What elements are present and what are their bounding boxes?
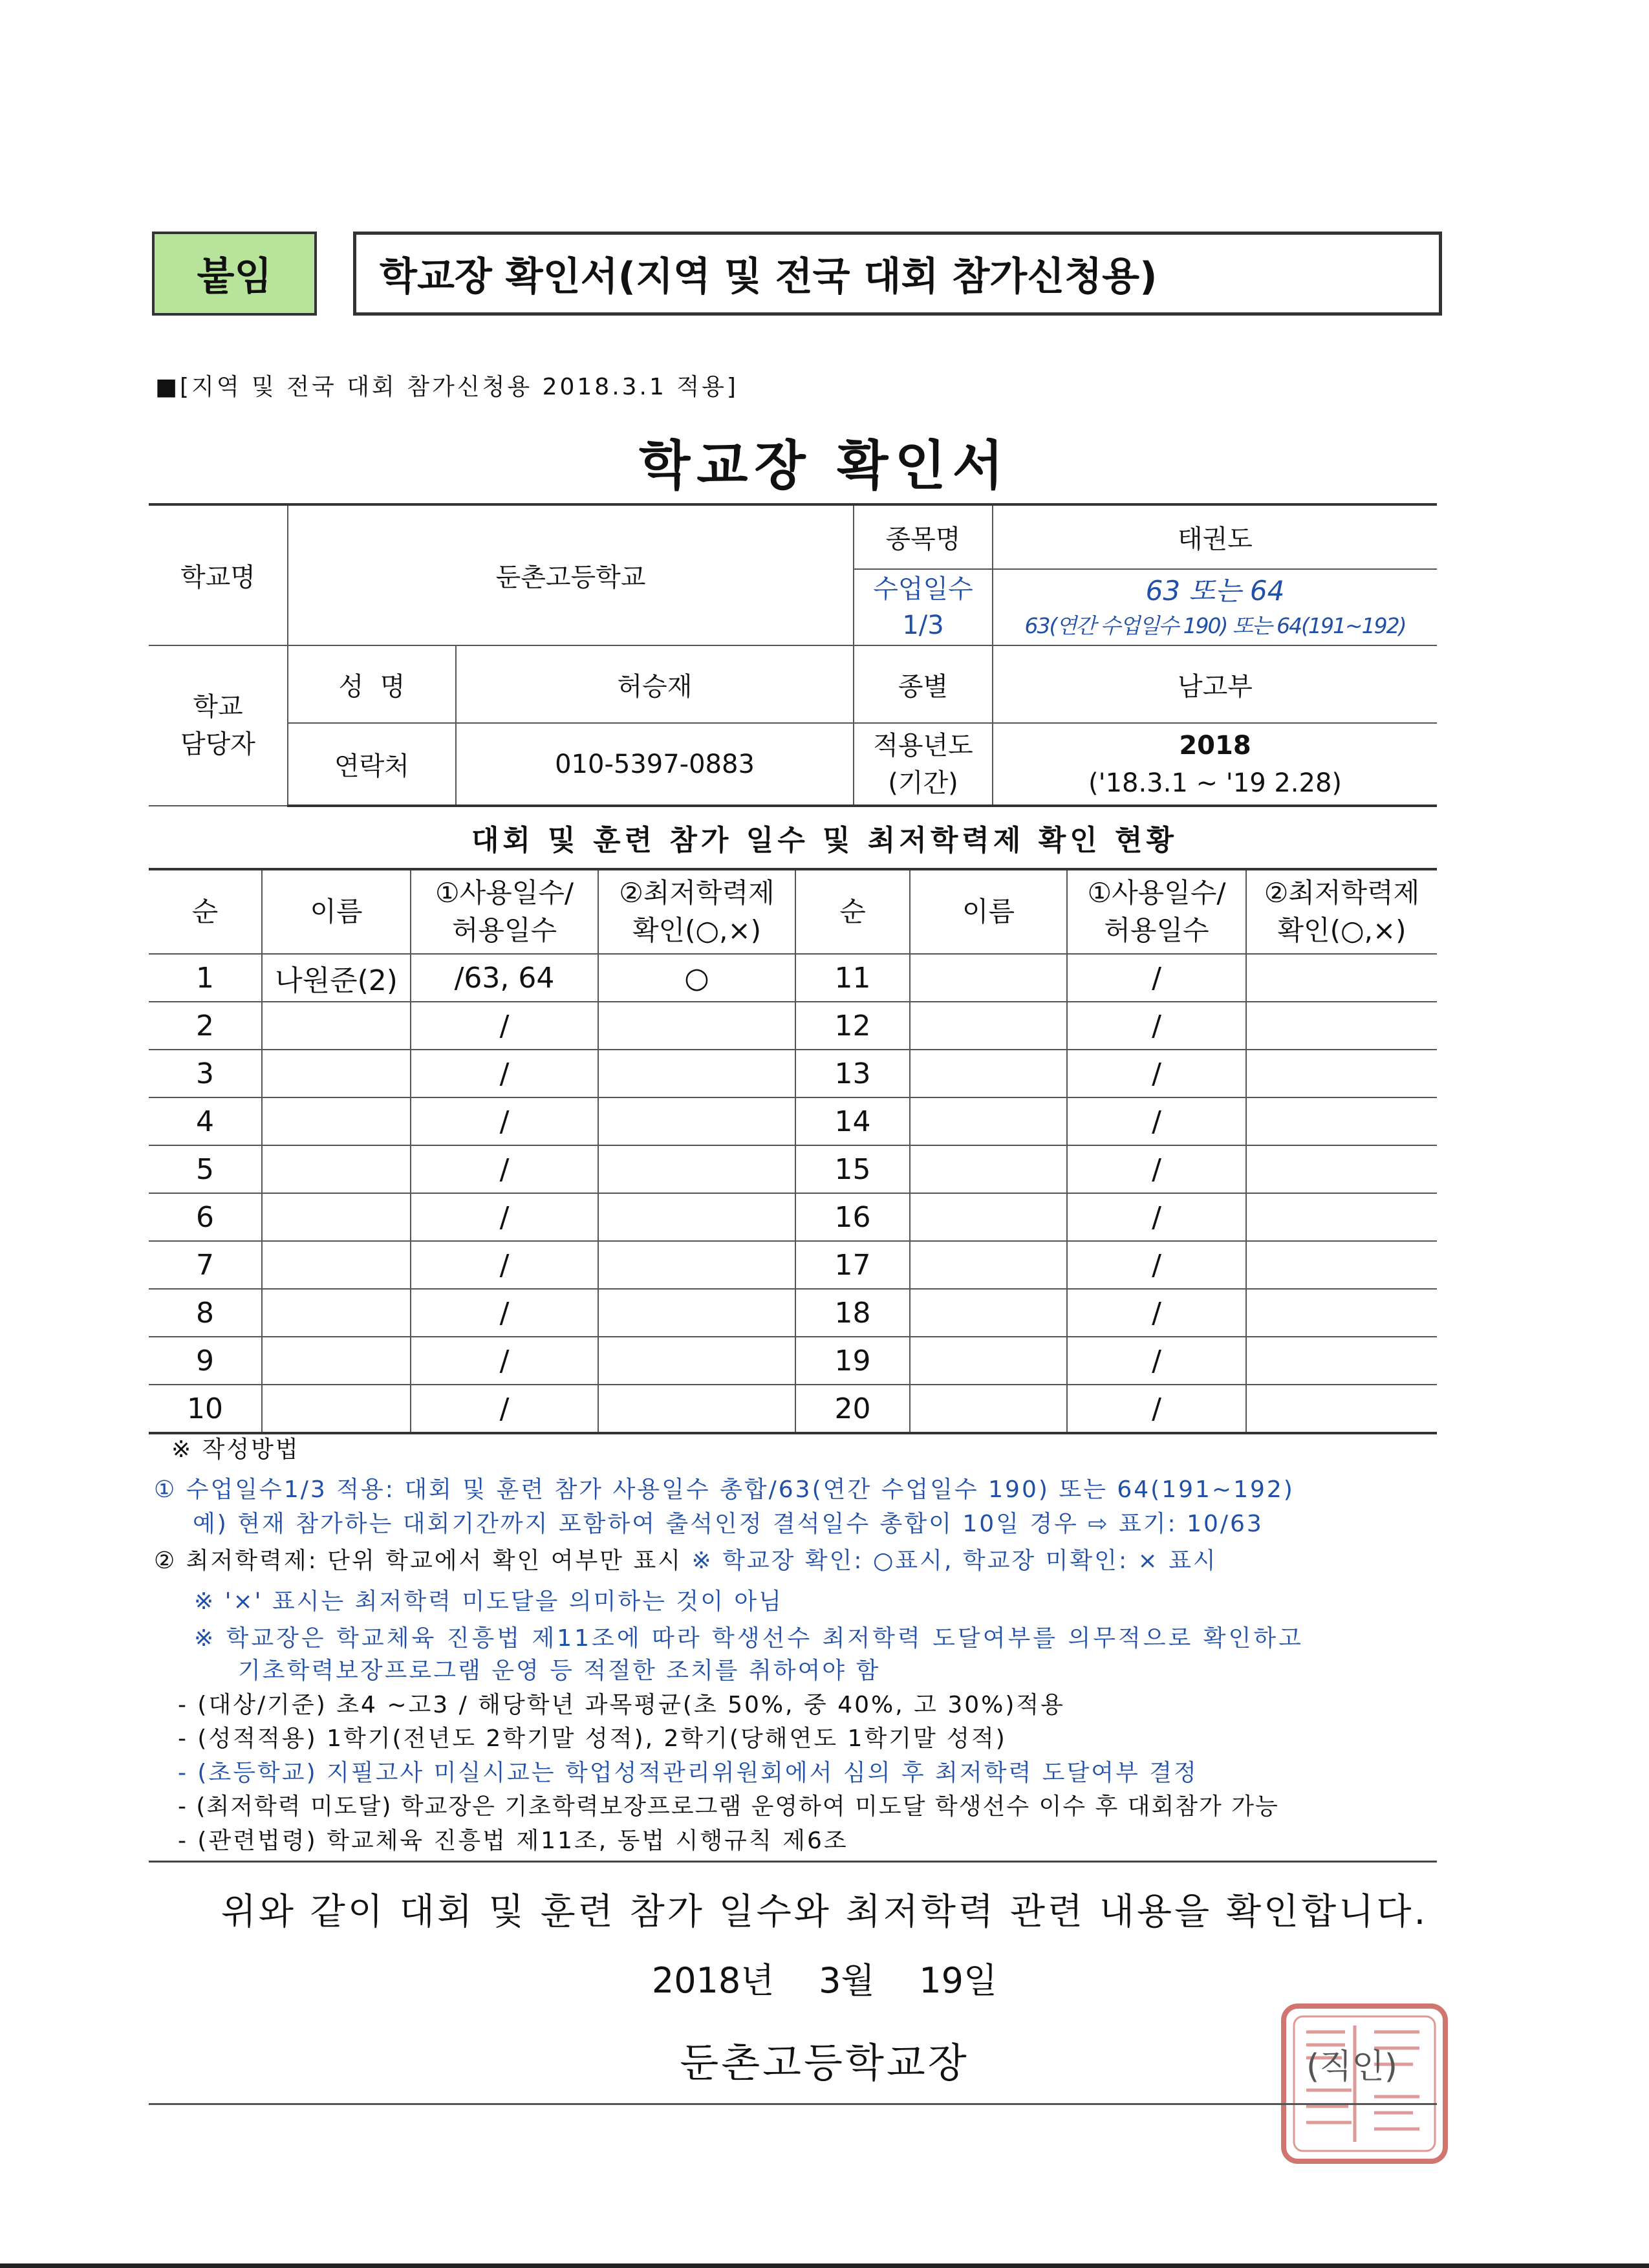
table-row — [149, 954, 1437, 1002]
row-days: / — [1067, 1002, 1246, 1050]
row-check — [1246, 1241, 1437, 1289]
table-row — [149, 1145, 1437, 1193]
row-no: 15 — [795, 1145, 910, 1193]
row-check — [598, 1337, 795, 1385]
row-name: 나원준(2) — [262, 954, 411, 1002]
note-principal-duty: ※ 학교장은 학교체육 진흥법 제11조에 따라 학생선수 최저학력 도달여부를 의무적으로 확인하고 — [194, 1625, 1304, 1652]
school-name-label: 학교명 — [149, 504, 288, 645]
row-no: 8 — [149, 1289, 262, 1337]
row-name — [262, 1097, 411, 1145]
table-row — [149, 1241, 1437, 1289]
contact-group-label: 학교 담당자 — [149, 645, 288, 806]
notes-divider — [149, 1861, 1437, 1863]
note-x-mark: ※ '×' 표시는 최저학력 미도달을 의미하는 것이 아님 — [194, 1588, 783, 1615]
row-check — [1246, 1385, 1437, 1433]
note-elementary: - (초등학교) 지필고사 미실시교는 학업성적관리위원회에서 심의 후 최저학력 도달여부 결정 — [178, 1760, 1198, 1786]
table-row — [149, 1193, 1437, 1241]
subheader-note: ■[지역 및 전국 대회 참가신청용 2018.3.1 적용] — [155, 374, 738, 400]
row-name — [262, 1289, 411, 1337]
row-name — [262, 1002, 411, 1050]
row-name — [262, 1241, 411, 1289]
row-check — [598, 1289, 795, 1337]
col-header-name: 이름 — [910, 869, 1067, 954]
row-name — [910, 954, 1067, 1002]
row-check — [598, 1145, 795, 1193]
row-name — [910, 1145, 1067, 1193]
row-no: 12 — [795, 1002, 910, 1050]
row-name — [910, 1050, 1067, 1097]
col-header-no: 순 — [795, 869, 910, 954]
notes-title: ※ 작성방법 — [171, 1436, 300, 1463]
row-check: ○ — [598, 954, 795, 1002]
col-header-days: ①사용일수/ 허용일수 — [1067, 869, 1246, 954]
contact-phone-value: 010-5397-0883 — [456, 723, 854, 806]
participation-status-table — [149, 868, 1437, 1434]
contact-name-label: 성 명 — [288, 645, 456, 723]
row-days: / — [411, 1385, 598, 1433]
row-no: 4 — [149, 1097, 262, 1145]
note-not-reached: - (최저학력 미도달) 학교장은 기초학력보장프로그램 운영하여 미도달 학생선수 이수 후 대회참가 가능 — [178, 1793, 1279, 1820]
table-row — [149, 1385, 1437, 1433]
info-table — [149, 503, 1437, 807]
row-no: 3 — [149, 1050, 262, 1097]
header-title-box: 학교장 확인서(지역 및 전국 대회 참가신청용) — [353, 232, 1442, 316]
footer-divider — [149, 2103, 1437, 2105]
row-days: / — [1067, 1241, 1246, 1289]
note-grades: - (성적적용) 1학기(전년도 2학기말 성적), 2학기(당해연도 1학기말 성적) — [178, 1725, 1007, 1752]
row-check — [598, 1241, 795, 1289]
row-check — [598, 1193, 795, 1241]
row-no: 19 — [795, 1337, 910, 1385]
row-name — [910, 1385, 1067, 1433]
note-target: - (대상/기준) 초4 ~고3 / 해당학년 과목평균(초 50%, 중 40%, 고 30%)적용 — [178, 1692, 1065, 1718]
table-row — [149, 1002, 1437, 1050]
contact-name-value: 허승재 — [456, 645, 854, 723]
class-days-value: 63 또는 64 63(연간 수업일수 190) 또는 64(191~192) — [993, 569, 1437, 645]
table-row — [149, 1097, 1437, 1145]
row-days: / — [411, 1337, 598, 1385]
apply-year-value: 2018 ('18.3.1 ~ '19 2.28) — [993, 723, 1437, 806]
row-check — [598, 1385, 795, 1433]
row-days: / — [1067, 1289, 1246, 1337]
row-check — [1246, 1145, 1437, 1193]
row-check — [1246, 1050, 1437, 1097]
row-days: / — [1067, 1385, 1246, 1433]
row-no: 1 — [149, 954, 262, 1002]
note-days-rule: ① 수업일수1/3 적용: 대회 및 훈련 참가 사용일수 총합/63(연간 수업일수 190) 또는 64(191~192) — [154, 1476, 1295, 1503]
col-header-days: ①사용일수/ 허용일수 — [411, 869, 598, 954]
row-check — [1246, 1002, 1437, 1050]
row-name — [262, 1193, 411, 1241]
row-name — [262, 1145, 411, 1193]
row-name — [910, 1289, 1067, 1337]
row-days: / — [411, 1145, 598, 1193]
note-law: - (관련법령) 학교체육 진흥법 제11조, 동법 시행규칙 제6조 — [178, 1828, 848, 1854]
attachment-label: 붙임 — [152, 232, 317, 316]
row-days: / — [411, 1002, 598, 1050]
row-no: 17 — [795, 1241, 910, 1289]
confirmation-statement: 위와 같이 대회 및 훈련 참가 일수와 최저학력 관련 내용을 확인합니다. — [221, 1891, 1428, 1933]
row-name — [262, 1337, 411, 1385]
table-row — [149, 1289, 1437, 1337]
scan-bottom-edge — [0, 2263, 1649, 2268]
row-check — [598, 1097, 795, 1145]
row-no: 5 — [149, 1145, 262, 1193]
row-check — [598, 1002, 795, 1050]
row-days: / — [1067, 1193, 1246, 1241]
row-no: 18 — [795, 1289, 910, 1337]
document-date: 2018년 3월 19일 — [651, 1960, 998, 2001]
row-no: 16 — [795, 1193, 910, 1241]
row-days: / — [411, 1289, 598, 1337]
row-name — [910, 1337, 1067, 1385]
school-name-value: 둔촌고등학교 — [288, 504, 854, 645]
row-days: / — [1067, 1097, 1246, 1145]
row-days: /63, 64 — [411, 954, 598, 1002]
table-row — [149, 1337, 1437, 1385]
table-row — [149, 1050, 1437, 1097]
division-value: 남고부 — [993, 645, 1437, 723]
row-name — [262, 1385, 411, 1433]
row-no: 10 — [149, 1385, 262, 1433]
row-no: 9 — [149, 1337, 262, 1385]
row-days: / — [1067, 1145, 1246, 1193]
row-check — [1246, 1097, 1437, 1145]
row-no: 13 — [795, 1050, 910, 1097]
row-no: 2 — [149, 1002, 262, 1050]
col-header-no: 순 — [149, 869, 262, 954]
principal-signature-line: 둔촌고등학교장 — [680, 2039, 969, 2086]
row-check — [1246, 954, 1437, 1002]
note-principal-duty-cont: 기초학력보장프로그램 운영 등 적절한 조치를 취하여야 함 — [238, 1658, 881, 1684]
row-days: / — [411, 1097, 598, 1145]
row-no: 20 — [795, 1385, 910, 1433]
row-days: / — [1067, 1337, 1246, 1385]
row-days: / — [411, 1193, 598, 1241]
contact-phone-label: 연락처 — [288, 723, 456, 806]
row-no: 11 — [795, 954, 910, 1002]
note-days-example: 예) 현재 참가하는 대회기간까지 포함하여 출석인정 결석일수 총합이 10일 경우 ⇨ 표기: 10/63 — [193, 1511, 1264, 1537]
note-min-academic: ② 최저학력제: 단위 학교에서 확인 여부만 표시 ※ 학교장 확인: ○표시, 학교장 미확인: × 표시 — [154, 1548, 1218, 1574]
apply-year-label: 적용년도 (기간) — [854, 723, 993, 806]
row-name — [910, 1097, 1067, 1145]
row-no: 7 — [149, 1241, 262, 1289]
class-days-label: 수업일수 1/3 — [854, 569, 993, 645]
col-header-check: ②최저학력제 확인(○,×) — [1246, 869, 1437, 954]
row-name — [910, 1002, 1067, 1050]
seal-label: (직인) — [1306, 2047, 1398, 2086]
row-days: / — [411, 1050, 598, 1097]
col-header-check: ②최저학력제 확인(○,×) — [598, 869, 795, 954]
row-days: / — [1067, 954, 1246, 1002]
sport-label: 종목명 — [854, 504, 993, 569]
row-check — [1246, 1289, 1437, 1337]
row-check — [1246, 1337, 1437, 1385]
row-check — [598, 1050, 795, 1097]
row-no: 6 — [149, 1193, 262, 1241]
col-header-name: 이름 — [262, 869, 411, 954]
status-heading: 대회 및 훈련 참가 일수 및 최저학력제 확인 현황 — [471, 824, 1178, 857]
division-label: 종별 — [854, 645, 993, 723]
row-check — [1246, 1193, 1437, 1241]
row-no: 14 — [795, 1097, 910, 1145]
document-title: 학교장 확인서 — [639, 435, 1010, 497]
row-name — [910, 1193, 1067, 1241]
row-days: / — [411, 1241, 598, 1289]
row-name — [262, 1050, 411, 1097]
sport-value: 태권도 — [993, 504, 1437, 569]
row-name — [910, 1241, 1067, 1289]
row-days: / — [1067, 1050, 1246, 1097]
